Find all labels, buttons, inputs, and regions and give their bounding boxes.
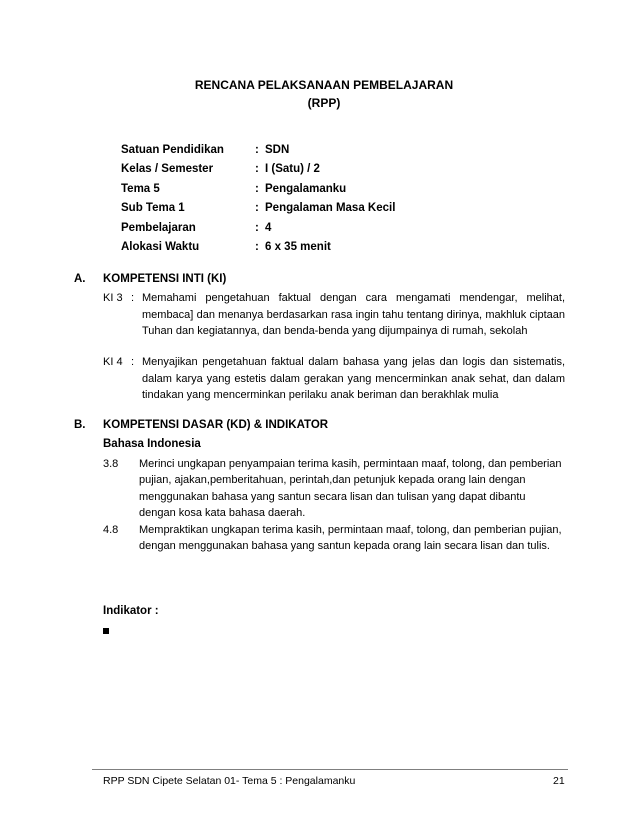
identity-label: Alokasi Waktu [121, 240, 200, 253]
page-number: 21 [553, 775, 565, 787]
ki-text: Memahami pengetahuan faktual dengan cara mengamati mendengar, melihat, membaca] dan menanya berdasarkan rasa ingin tahu tentang dirinya, makhluk ciptaan Tuhan dan kegiatannya, dan benda-benda yang dijumpainya di rumah, sekolah [142, 292, 565, 337]
kd-item [103, 456, 565, 522]
ki-item [103, 290, 565, 340]
subject-heading: Bahasa Indonesia [103, 438, 201, 450]
identity-value: Pengalaman Masa Kecil [265, 202, 396, 215]
identity-colon: : [255, 182, 259, 195]
ki-text: Menyajikan pengetahuan faktual dalam bahasa yang jelas dan logis dan sistematis, dalam karya yang estetis dalam gerakan yang mencerminkan anak sehat, dan dalam tindakan yang mencerminkan perilaku anak beriman dan berakhlak mulia [142, 356, 565, 401]
footer-divider [92, 769, 568, 770]
ki-colon: : [131, 292, 135, 304]
kd-item [103, 522, 565, 555]
identity-row [121, 163, 395, 182]
identity-colon: : [255, 240, 259, 253]
identity-table [121, 144, 395, 260]
identity-value: I (Satu) / 2 [265, 163, 320, 176]
section-b-letter: B. [74, 419, 86, 431]
section-a-title: KOMPETENSI INTI (KI) [103, 273, 227, 285]
identity-value: Pengalamanku [265, 182, 347, 195]
identity-row [121, 183, 395, 202]
footer-text: RPP SDN Cipete Selatan 01- Tema 5 : Pengalamanku [103, 775, 356, 787]
section-b-title: KOMPETENSI DASAR (KD) & INDIKATOR [103, 419, 329, 431]
identity-value: SDN [265, 144, 290, 156]
kd-code: 4.8 [103, 524, 119, 536]
identity-label: Satuan Pendidikan [121, 144, 224, 156]
identity-label: Sub Tema 1 [121, 202, 185, 215]
identity-colon: : [255, 144, 259, 156]
identity-row [121, 222, 395, 241]
identity-value: 6 x 35 menit [265, 240, 331, 253]
identity-row [121, 202, 395, 221]
ki-code: KI 4 [103, 356, 123, 368]
identity-row [121, 144, 395, 163]
identity-colon: : [255, 163, 259, 176]
ki-item [103, 354, 565, 404]
ki-colon: : [131, 356, 135, 368]
identity-value: 4 [265, 221, 272, 234]
identity-label: Kelas / Semester [121, 163, 214, 176]
kd-text: Merinci ungkapan penyampaian terima kasih, permintaan maaf, tolong, dan pemberian pujian, ajakan,pemberitahuan, perintah,dan petunjuk kepada orang lain dengan menggunakan bahasa yang santun secara lisan dan tulisan yang dapat dibantu dengan kosa kata bahasa daerah. [139, 458, 562, 520]
identity-label: Tema 5 [121, 182, 160, 195]
kd-code: 3.8 [103, 458, 119, 470]
identity-label: Pembelajaran [121, 221, 196, 234]
identity-colon: : [255, 202, 259, 215]
identity-row [121, 241, 395, 260]
kd-text: Mempraktikan ungkapan terima kasih, permintaan maaf, tolong, dan pemberian pujian, dengan menggunakan bahasa yang santun kepada orang lain secara lisan dan tulis. [139, 524, 562, 553]
indikator-label: Indikator : [103, 605, 159, 617]
identity-colon: : [255, 221, 259, 234]
document-title: RENCANA PELAKSANAAN PEMBELAJARAN [194, 78, 454, 92]
ki-code: KI 3 [103, 292, 123, 304]
bullet-icon [103, 628, 109, 634]
document-subtitle: (RPP) [307, 96, 341, 110]
section-a-letter: A. [74, 273, 86, 285]
